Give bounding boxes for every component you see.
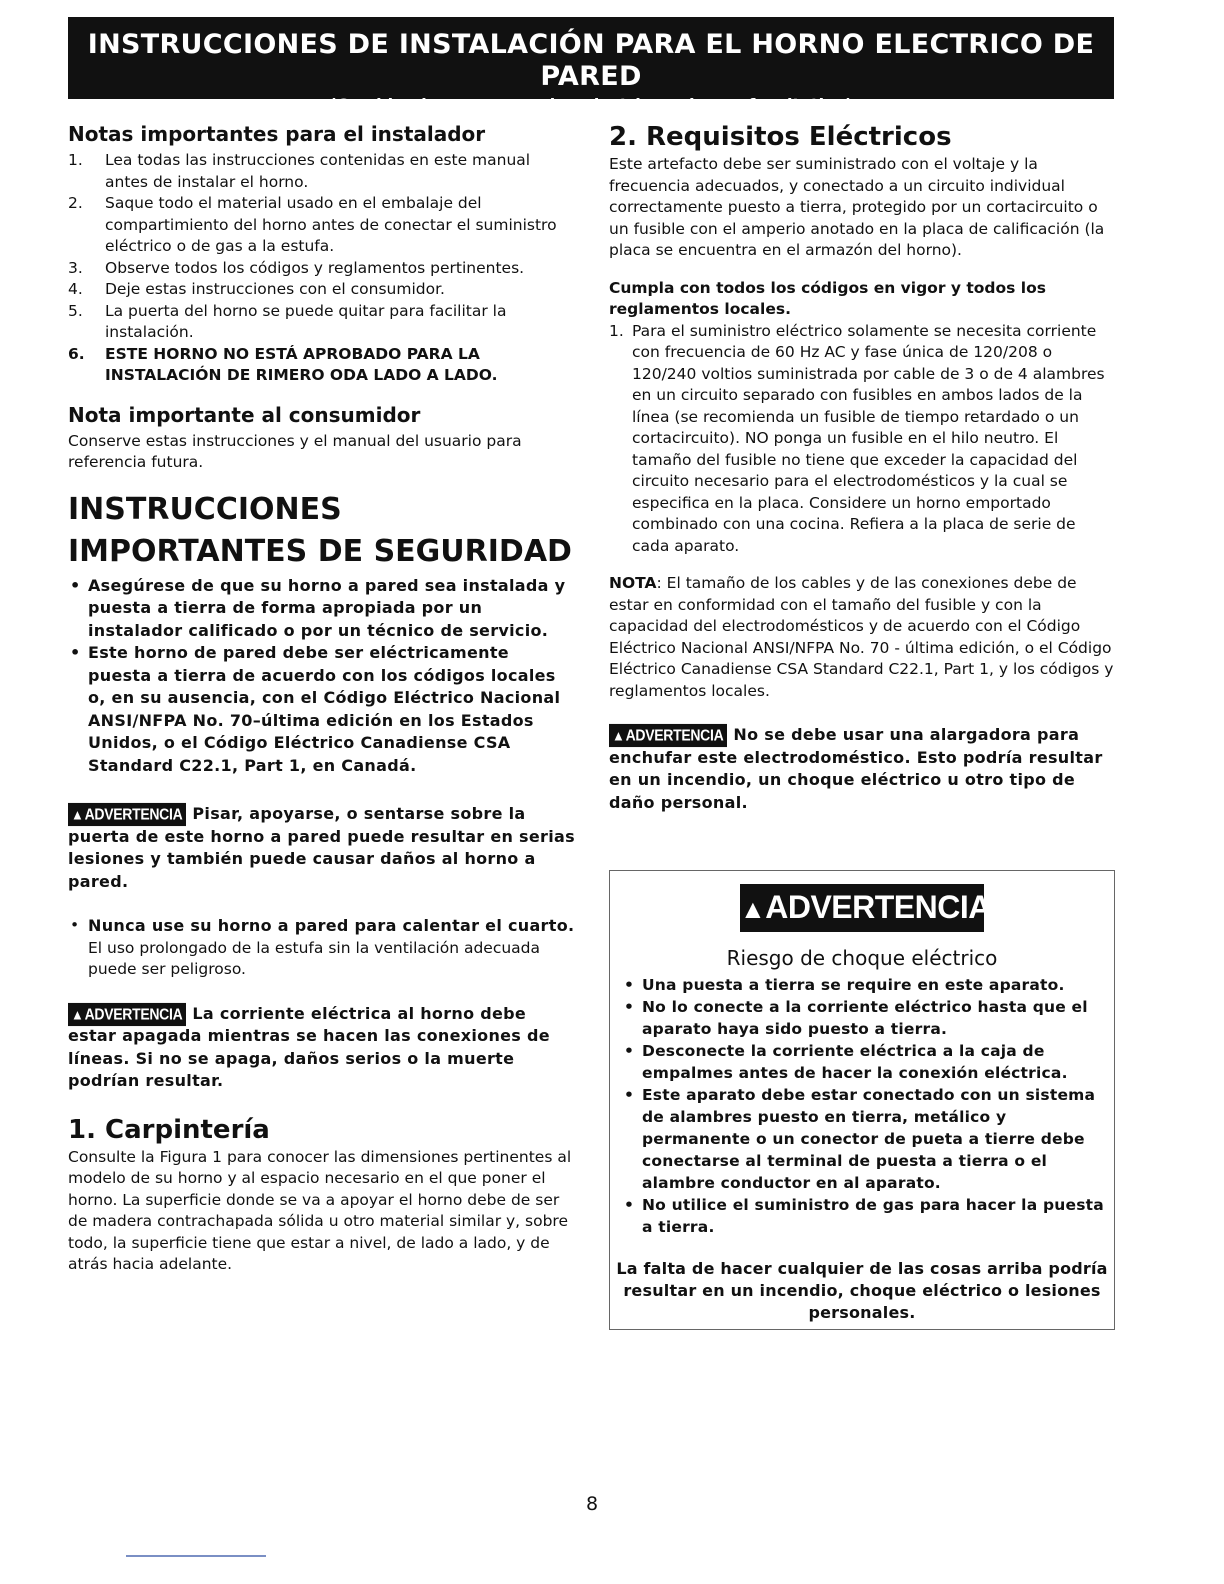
warning-banner: ▲ADVERTENCIA bbox=[740, 884, 984, 932]
page-subtitle: (Combinado con una cocina electrica o de gas facultativa) bbox=[329, 95, 853, 114]
installer-notes-list bbox=[68, 150, 576, 387]
right-column bbox=[609, 122, 1117, 814]
electric-shock-warning-box bbox=[609, 870, 1115, 1330]
safety-bullets bbox=[68, 575, 576, 778]
warning-triangle-icon: ▲ bbox=[612, 727, 625, 744]
electrical-list bbox=[609, 321, 1117, 558]
list-item: 3. Observe todos los códigos y reglamentos pertinentes. bbox=[68, 258, 525, 277]
codes-heading: Cumpla con todos los códigos en vigor y todos los reglamentos locales. bbox=[609, 278, 1046, 318]
warning-triangle-icon: ▲ bbox=[71, 806, 84, 823]
electrical-intro: Este artefacto debe ser suministrado con el voltaje y la frecuencia adecuados, y conectado a un circuito individual correctamente puesto a tierra, protegido por un cortacircuito o un fusible con el amperio anotado en la placa de calificación (la placa se encuentra en el armazón del horno). bbox=[609, 155, 1105, 259]
list-item: • Este horno de pared debe ser eléctricamente puesta a tierra de acuerdo con los códigos locales o, en su ausencia, con el Código Eléctrico Nacional ANSI/NFPA No. 70–última edición en los Estados Unidos, o el Código Eléctrico Canadiense CSA Standard C22.1, Part 1, en Canadá. bbox=[68, 642, 576, 777]
carpentry-title: 1. Carpintería bbox=[68, 1114, 270, 1145]
warning-power-off: ▲ADVERTENCIA La corriente eléctrica al horno debe estar apagada mientras se hacen las conexiones de líneas. Si no se apaga, daños serios o la muerte podrían resultar. bbox=[68, 1003, 550, 1090]
warning-triangle-icon: ▲ bbox=[740, 894, 766, 924]
warning-box-bullets bbox=[610, 974, 1114, 1238]
bottom-divider bbox=[126, 1555, 266, 1557]
warning-box-footer: La falta de hacer cualquier de las cosas arriba podría resultar en un incendio, choque eléctrico o lesiones personales. bbox=[616, 1259, 1108, 1322]
list-item: • Este aparato debe estar conectado con un sistema de alambres puesto en tierra, metálico y permanente o un conector de pueta a tierre debe conectarse al terminal de puesta a tierra o el alambre conductor en al aparato. bbox=[622, 1084, 1104, 1194]
consumer-note-text: Conserve estas instrucciones y el manual del usuario para referencia futura. bbox=[68, 431, 522, 471]
consumer-note-title: Nota importante al consumidor bbox=[68, 402, 421, 427]
warning-badge: ▲ADVERTENCIA bbox=[68, 1002, 186, 1025]
list-item: • Desconecte la corriente eléctrica a la caja de empalmes antes de hacer la conexión eléctrica. bbox=[622, 1040, 1104, 1084]
list-item: 1. Lea todas las instrucciones contenidas en este manual antes de instalar el horno. bbox=[68, 151, 531, 191]
safety-bullet-heating bbox=[68, 915, 576, 981]
left-column bbox=[68, 122, 576, 1276]
installer-notes-title: Notas importantes para el instalador bbox=[68, 122, 486, 146]
warning-badge: ▲ADVERTENCIA bbox=[68, 803, 186, 826]
list-item: 6. ESTE HORNO NO ESTÁ APROBADO PARA LA INSTALACIÓN DE RIMERO ODA LADO A LADO. bbox=[68, 344, 498, 384]
carpentry-text: Consulte la Figura 1 para conocer las dimensiones pertinentes al modelo de su horno y al espacio necesario en el que poner el horno. La superficie donde se va a apoyar el horno debe de ser de madera contrachapada sólida u otro material similar y, sobre todo, la superficie tiene que estar a nivel, de lado a lado, y de atrás hacia adelante. bbox=[68, 1147, 572, 1273]
page-title: INSTRUCCIONES DE INSTALACIÓN PARA EL HORNO ELECTRICO DE PARED bbox=[87, 29, 1095, 92]
list-item: 4. Deje estas instrucciones con el consumidor. bbox=[68, 280, 445, 298]
page-number: 8 bbox=[585, 1493, 599, 1515]
list-item: 1. Para el suministro eléctrico solamente se necesita corriente con frecuencia de 60 Hz AC y fase única de 120/208 o 120/240 voltios suministrada por cable de 3 o de 4 alambres en un circuito separado con fusibles en ambos lados de la línea (se recomienda un fusible de tiempo retardado o un cortacircuito). NO ponga un fusible en el hilo neutro. El tamaño del fusible no tiene que exceder la capacidad del circuito necesario para el electrodomésticos y la cual se especifica en la placa. Considere un horno emportado combinado con una cocina. Refiera a la placa de serie de cada aparato. bbox=[609, 321, 1105, 555]
warning-step-on-door: ▲ADVERTENCIA Pisar, apoyarse, o sentarse sobre la puerta de este horno a pared puede resultar en serias lesiones y también puede causar daños al horno a pared. bbox=[68, 804, 575, 891]
list-item: • No lo conecte a la corriente eléctrico hasta que el aparato haya sido puesto a tierra. bbox=[622, 996, 1104, 1040]
list-item: 2. Saque todo el material usado en el embalaje del compartimiento del horno antes de conectar el suministro eléctrico o de gas a la estufa. bbox=[68, 194, 557, 255]
list-item: • Asegúrese de que su horno a pared sea instalada y puesta a tierra de forma apropiada por un instalador calificado o por un técnico de servicio. bbox=[68, 575, 576, 643]
safety-section bbox=[68, 489, 576, 573]
warning-triangle-icon: ▲ bbox=[71, 1005, 84, 1023]
page-header bbox=[68, 17, 1114, 114]
nota-paragraph: NOTA: El tamaño de los cables y de las conexiones debe de estar en conformidad con el tamaño del fusible y con la capacidad del electrodomésticos y de acuerdo con el Código Eléctrico Nacional ANSI/NFPA No. 70 - última edición, o el Código Eléctrico Canadiense CSA Standard C22.1, Part 1, y los códigos y reglamentos locales. bbox=[609, 574, 1114, 700]
safety-title-line2: IMPORTANTES DE SEGURIDAD bbox=[68, 533, 572, 569]
list-item: • Nunca use su horno a pared para calentar el cuarto. El uso prolongado de la estufa sin la ventilación adecuada puede ser peligroso. bbox=[68, 915, 576, 981]
safety-title-line1: INSTRUCCIONES bbox=[68, 491, 342, 527]
warning-badge: ▲ADVERTENCIA bbox=[609, 724, 727, 747]
warning-extension-cord: ▲ADVERTENCIA No se debe usar una alargadora para enchufar este electrodoméstico. Esto podría resultar en un incendio, un choque eléctrico u otro tipo de daño personal. bbox=[609, 725, 1103, 812]
list-item: 5. La puerta del horno se puede quitar para facilitar la instalación. bbox=[68, 301, 507, 341]
list-item: • Una puesta a tierra se require en este aparato. bbox=[622, 974, 1104, 996]
electrical-title: 2. Requisitos Eléctricos bbox=[609, 122, 952, 152]
warning-box-title: Riesgo de choque eléctrico bbox=[726, 946, 998, 970]
list-item: • No utilice el suministro de gas para hacer la puesta a tierra. bbox=[622, 1194, 1104, 1238]
